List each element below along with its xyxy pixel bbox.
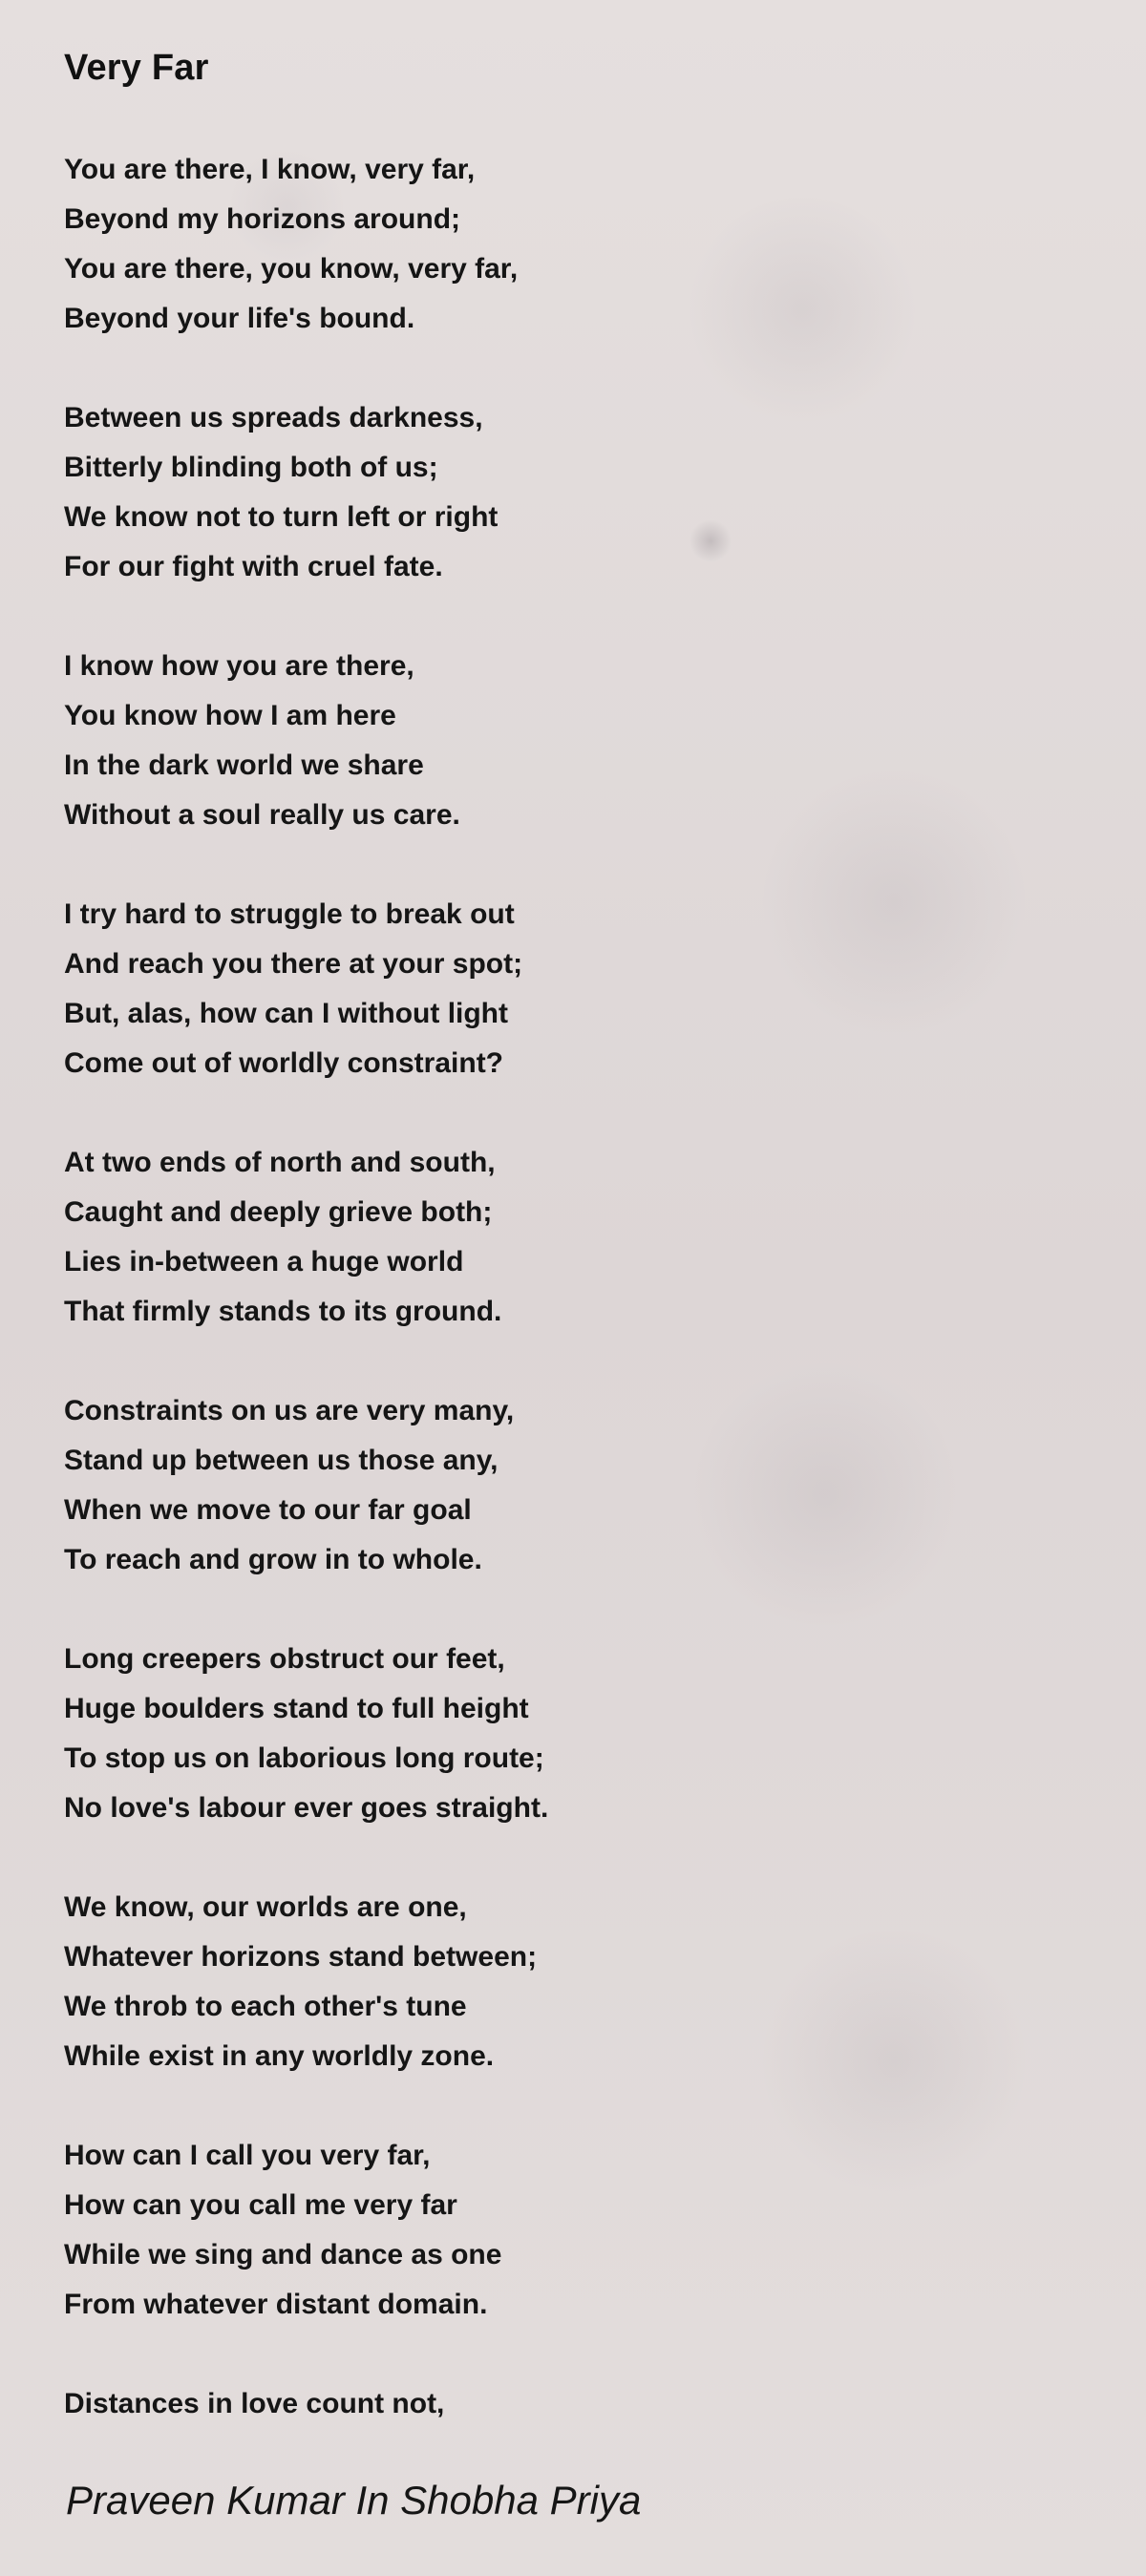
poem-line: Beyond my horizons around; — [64, 203, 461, 235]
poem-line: At two ends of north and south, — [64, 1147, 496, 1178]
poem-stanza — [64, 1635, 1076, 1833]
poem-line: Beyond your life's bound. — [64, 303, 415, 334]
poem-line: Lies in-between a huge world — [64, 1246, 464, 1277]
poem-line: You are there, I know, very far, — [64, 154, 476, 185]
poem-line: Between us spreads darkness, — [64, 402, 483, 433]
poem-author: Praveen Kumar In Shobha Priya — [66, 2478, 642, 2523]
poem-line: We throb to each other's tune — [64, 1991, 467, 2022]
poem-line: You know how I am here — [64, 700, 396, 731]
poem-line: While we sing and dance as one — [64, 2239, 502, 2270]
poem-line: Huge boulders stand to full height — [64, 1693, 529, 1724]
poem-stanza — [64, 890, 1076, 1088]
poem-stanza — [64, 1386, 1076, 1585]
poem-stanza — [64, 1883, 1076, 2081]
poem-body — [64, 145, 1076, 2479]
poem-line: How can you call me very far — [64, 2189, 457, 2221]
poem-line: But, alas, how can I without light — [64, 998, 508, 1029]
poem-line: Whatever horizons stand between; — [64, 1941, 538, 1973]
poem-line: While exist in any worldly zone. — [64, 2040, 495, 2072]
poem-line: Distances in love count not, — [64, 2388, 445, 2419]
poem-line: When we move to our far goal — [64, 1494, 472, 1526]
poem-line: We know, our worlds are one, — [64, 1891, 467, 1923]
poem-line: Long creepers obstruct our feet, — [64, 1643, 505, 1675]
poem-line: No love's labour ever goes straight. — [64, 1792, 549, 1824]
poem-line: We know not to turn left or right — [64, 501, 499, 533]
poem-line: And reach you there at your spot; — [64, 948, 523, 980]
poem-line: Caught and deeply grieve both; — [64, 1196, 493, 1228]
poem-line: To stop us on laborious long route; — [64, 1742, 544, 1774]
poem-line: I try hard to struggle to break out — [64, 898, 515, 930]
poem-stanza — [64, 2131, 1076, 2330]
poem-line: Constraints on us are very many, — [64, 1395, 515, 1426]
poem-line: That firmly stands to its ground. — [64, 1296, 502, 1327]
poem-line: How can I call you very far, — [64, 2140, 431, 2171]
poem-stanza — [64, 145, 1076, 344]
poem-line: For our fight with cruel fate. — [64, 551, 443, 582]
poem-stanza — [64, 2379, 1076, 2429]
poem-line: To reach and grow in to whole. — [64, 1544, 482, 1575]
poem-title: Very Far — [64, 48, 209, 88]
poem-stanza — [64, 1138, 1076, 1337]
poem-stanza — [64, 642, 1076, 840]
poem-stanza — [64, 393, 1076, 592]
poem-line: Stand up between us those any, — [64, 1445, 499, 1476]
poem-line: In the dark world we share — [64, 750, 424, 781]
poem-line: Come out of worldly constraint? — [64, 1047, 504, 1079]
poem-line: You are there, you know, very far, — [64, 253, 519, 285]
poem-line: Without a soul really us care. — [64, 799, 460, 831]
poem-line: Bitterly blinding both of us; — [64, 452, 438, 483]
poem-line: From whatever distant domain. — [64, 2289, 488, 2320]
poem-line: I know how you are there, — [64, 650, 414, 682]
